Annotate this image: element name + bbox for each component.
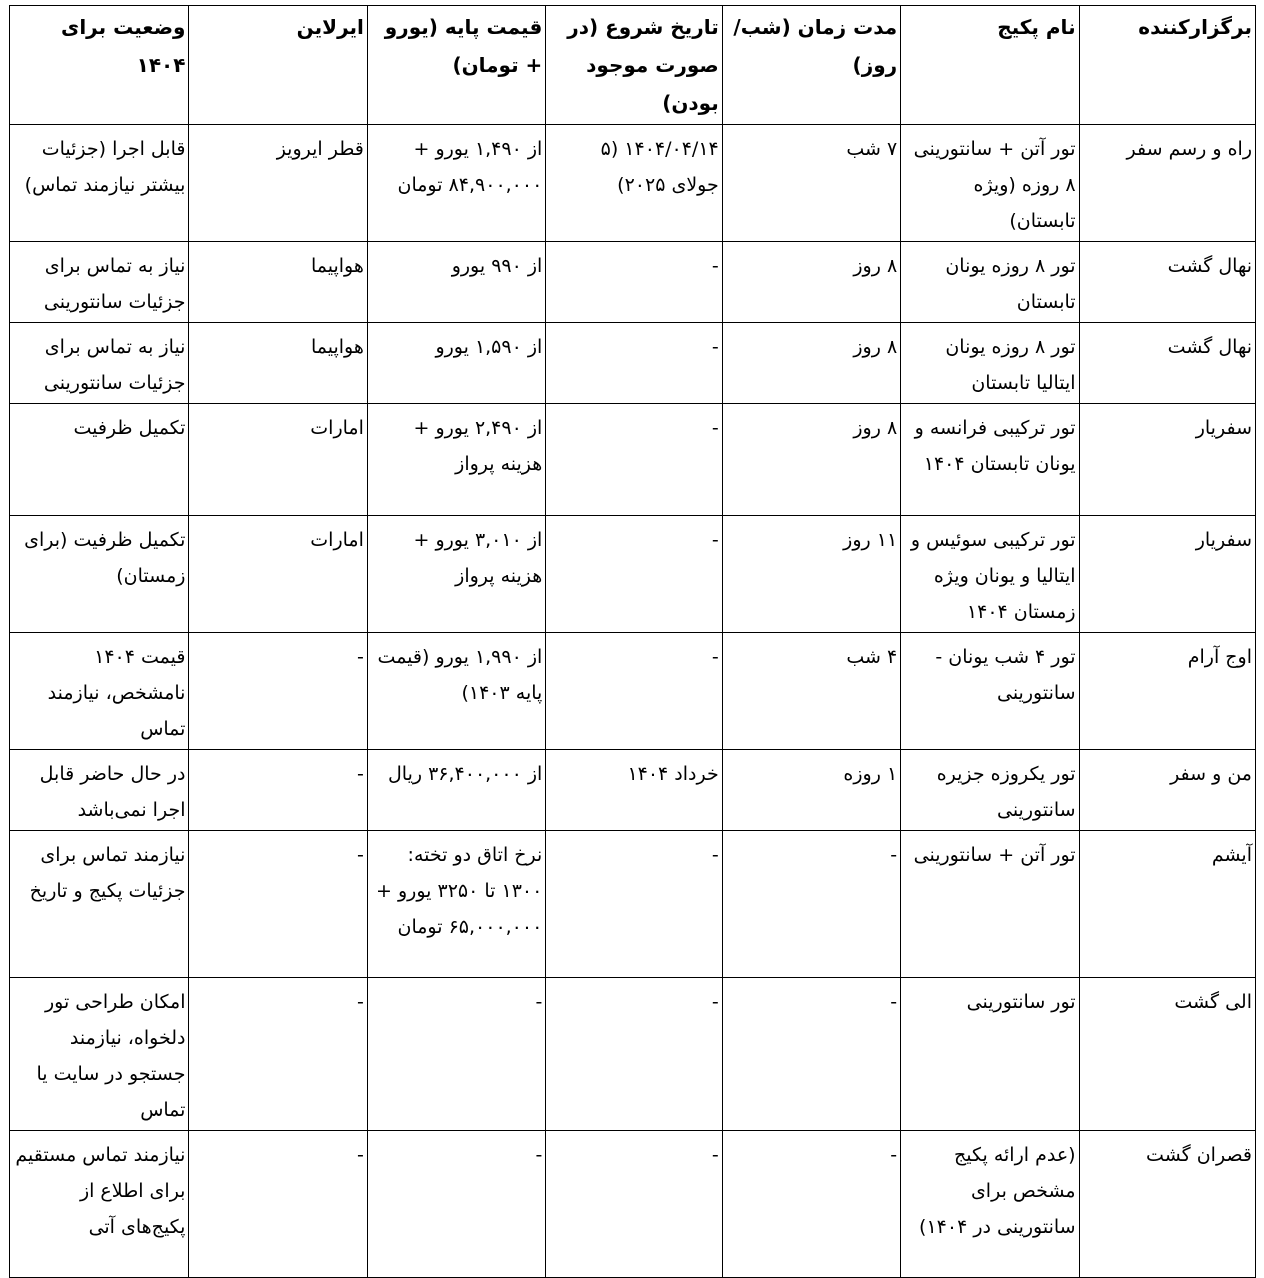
table-row xyxy=(10,978,1256,1131)
table-row xyxy=(10,125,1256,242)
table-row xyxy=(10,1131,1256,1278)
table-row xyxy=(10,404,1256,516)
cell-organizer: اوج آرام xyxy=(1079,633,1255,750)
cell-organizer: آیشم xyxy=(1079,831,1255,978)
table-row xyxy=(10,831,1256,978)
header-organizer: برگزارکننده xyxy=(1079,6,1255,125)
cell-duration: ۸ روز xyxy=(722,323,900,404)
cell-airline: - xyxy=(189,1131,367,1278)
header-start-date: تاریخ شروع (در صورت موجود بودن) xyxy=(546,6,722,125)
cell-duration: ۴ شب xyxy=(722,633,900,750)
header-status: وضعیت برای ۱۴۰۴ xyxy=(10,6,189,125)
cell-start-date: خرداد ۱۴۰۴ xyxy=(546,750,722,831)
cell-status: تکمیل ظرفیت xyxy=(10,404,189,516)
cell-duration: ۷ شب xyxy=(722,125,900,242)
cell-package-name: تور آتن + سانتورینی xyxy=(901,831,1079,978)
cell-duration: ۱ روزه xyxy=(722,750,900,831)
cell-organizer: قصران گشت xyxy=(1079,1131,1255,1278)
cell-duration: ۱۱ روز xyxy=(722,516,900,633)
cell-organizer: سفریار xyxy=(1079,516,1255,633)
cell-duration: - xyxy=(722,1131,900,1278)
cell-airline: - xyxy=(189,831,367,978)
cell-package-name: تور یکروزه جزیره سانتورینی xyxy=(901,750,1079,831)
cell-package-name: تور ۸ روزه یونان ایتالیا تابستان xyxy=(901,323,1079,404)
cell-status: نیاز به تماس برای جزئیات سانتورینی xyxy=(10,242,189,323)
cell-base-price: از ۲,۴۹۰ یورو + هزینه پرواز xyxy=(367,404,545,516)
cell-organizer: نهال گشت xyxy=(1079,323,1255,404)
header-base-price: قیمت پایه (یورو + تومان) xyxy=(367,6,545,125)
table-header-row xyxy=(10,6,1256,125)
cell-duration: ۸ روز xyxy=(722,242,900,323)
cell-base-price: از ۳۶,۴۰۰,۰۰۰ ریال xyxy=(367,750,545,831)
cell-start-date: - xyxy=(546,516,722,633)
cell-status: تکمیل ظرفیت (برای زمستان) xyxy=(10,516,189,633)
cell-start-date: ۱۴۰۴/۰۴/۱۴ (۵ جولای ۲۰۲۵) xyxy=(546,125,722,242)
cell-organizer: سفریار xyxy=(1079,404,1255,516)
cell-airline: امارات xyxy=(189,404,367,516)
cell-start-date: - xyxy=(546,404,722,516)
cell-airline: قطر ایرویز xyxy=(189,125,367,242)
cell-duration: ۸ روز xyxy=(722,404,900,516)
cell-duration: - xyxy=(722,978,900,1131)
table-row xyxy=(10,323,1256,404)
cell-airline: - xyxy=(189,633,367,750)
cell-status: نیازمند تماس برای جزئیات پکیج و تاریخ xyxy=(10,831,189,978)
cell-base-price: - xyxy=(367,978,545,1131)
cell-status: نیاز به تماس برای جزئیات سانتورینی xyxy=(10,323,189,404)
cell-package-name: تور ۴ شب یونان - سانتورینی xyxy=(901,633,1079,750)
cell-status: نیازمند تماس مستقیم برای اطلاع از پکیج‌های آتی xyxy=(10,1131,189,1278)
header-airline: ایرلاین xyxy=(189,6,367,125)
cell-base-price: از ۱,۵۹۰ یورو xyxy=(367,323,545,404)
cell-package-name: تور آتن + سانتورینی ۸ روزه (ویژه تابستان) xyxy=(901,125,1079,242)
cell-airline: - xyxy=(189,750,367,831)
cell-start-date: - xyxy=(546,633,722,750)
cell-start-date: - xyxy=(546,978,722,1131)
cell-organizer: راه و رسم سفر xyxy=(1079,125,1255,242)
cell-duration: - xyxy=(722,831,900,978)
cell-airline: امارات xyxy=(189,516,367,633)
cell-airline: - xyxy=(189,978,367,1131)
cell-start-date: - xyxy=(546,831,722,978)
cell-organizer: الی گشت xyxy=(1079,978,1255,1131)
cell-organizer: من و سفر xyxy=(1079,750,1255,831)
table-row xyxy=(10,516,1256,633)
cell-airline: هواپیما xyxy=(189,323,367,404)
cell-base-price: - xyxy=(367,1131,545,1278)
table-row xyxy=(10,750,1256,831)
tour-packages-table xyxy=(9,5,1256,1278)
table-row xyxy=(10,633,1256,750)
cell-package-name: تور ۸ روزه یونان تابستان xyxy=(901,242,1079,323)
cell-base-price: از ۳,۰۱۰ یورو + هزینه پرواز xyxy=(367,516,545,633)
cell-base-price: از ۱,۹۹۰ یورو (قیمت پایه ۱۴۰۳) xyxy=(367,633,545,750)
cell-package-name: تور ترکیبی سوئیس و ایتالیا و یونان ویژه زمستان ۱۴۰۴ xyxy=(901,516,1079,633)
cell-package-name: (عدم ارائه پکیج مشخص برای سانتورینی در ۱۴۰۴) xyxy=(901,1131,1079,1278)
cell-start-date: - xyxy=(546,323,722,404)
cell-status: قیمت ۱۴۰۴ نامشخص، نیازمند تماس xyxy=(10,633,189,750)
cell-status: در حال حاضر قابل اجرا نمی‌باشد xyxy=(10,750,189,831)
cell-organizer: نهال گشت xyxy=(1079,242,1255,323)
cell-start-date: - xyxy=(546,242,722,323)
cell-base-price: از ۱,۴۹۰ یورو + ۸۴,۹۰۰,۰۰۰ تومان xyxy=(367,125,545,242)
header-package-name: نام پکیج xyxy=(901,6,1079,125)
cell-base-price: از ۹۹۰ یورو xyxy=(367,242,545,323)
cell-package-name: تور ترکیبی فرانسه و یونان تابستان ۱۴۰۴ xyxy=(901,404,1079,516)
cell-base-price: نرخ اتاق دو تخته: ۱۳۰۰ تا ۳۲۵۰ یورو + ۶۵,۰۰۰,۰۰۰ تومان xyxy=(367,831,545,978)
cell-start-date: - xyxy=(546,1131,722,1278)
table-row xyxy=(10,242,1256,323)
cell-status: امکان طراحی تور دلخواه، نیازمند جستجو در سایت یا تماس xyxy=(10,978,189,1131)
cell-status: قابل اجرا (جزئیات بیشتر نیازمند تماس) xyxy=(10,125,189,242)
header-duration: مدت زمان (شب/روز) xyxy=(722,6,900,125)
cell-airline: هواپیما xyxy=(189,242,367,323)
cell-package-name: تور سانتورینی xyxy=(901,978,1079,1131)
